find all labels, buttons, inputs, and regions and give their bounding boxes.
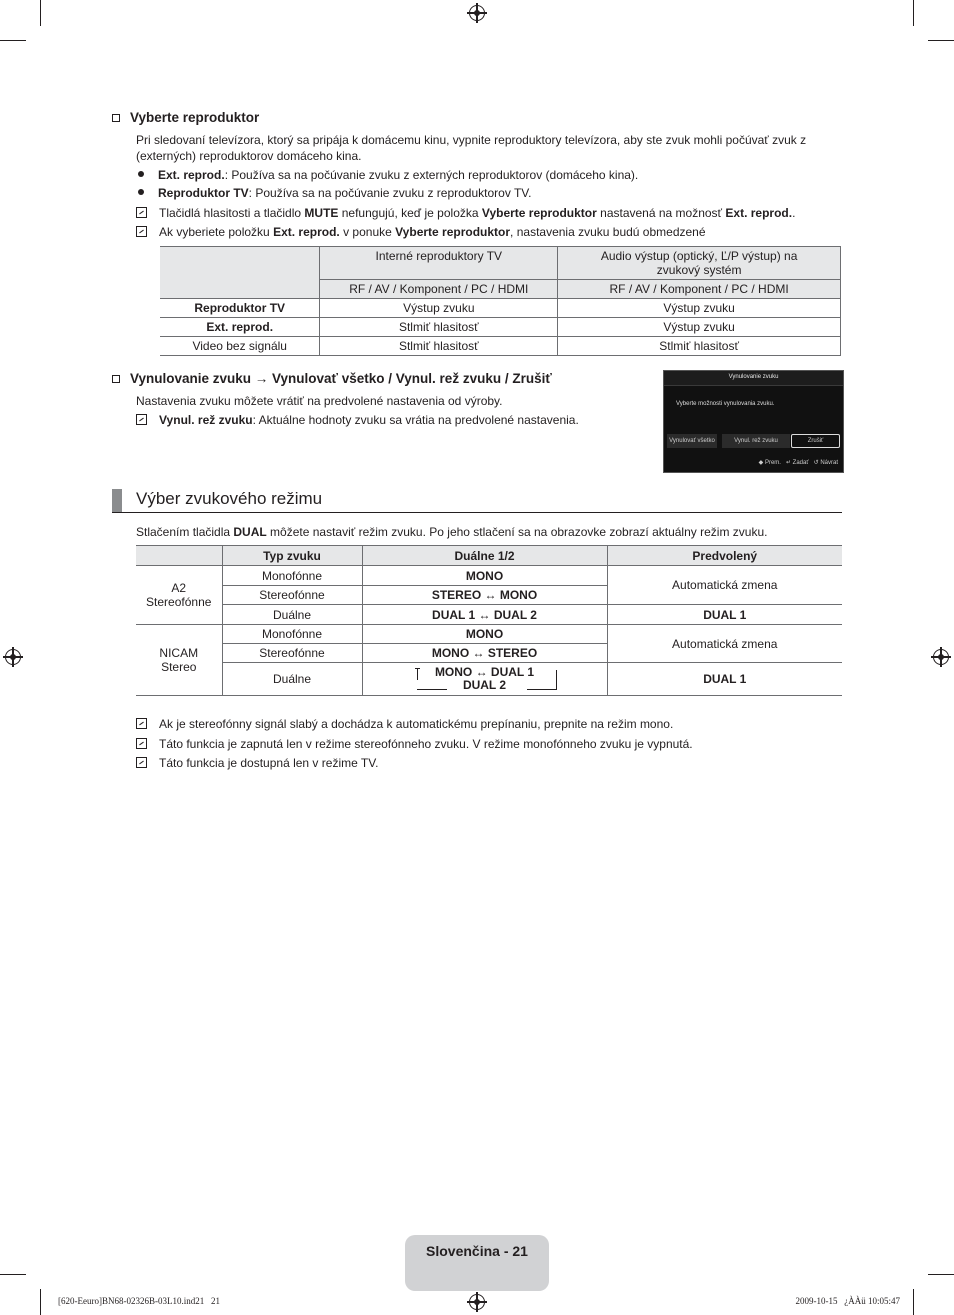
sound-mode-table (136, 545, 842, 696)
table-cell: Stlmiť hlasitosť (320, 318, 558, 337)
mode-intro: Stlačením tlačidla DUAL môžete nastaviť režim zvuku. Po jeho stlačení sa na obrazovke zobrazí aktuálny režim zvuku. (136, 525, 768, 539)
table-cell: MONO ↔ STEREO (362, 644, 607, 663)
reset-sound-mode-button[interactable]: Vynul. rež zvuku (722, 434, 790, 448)
table-cell: A2 Stereofónne (136, 566, 222, 625)
osd-message: Vyberte možnosti vynulovania zvuku. (676, 401, 775, 407)
crop-mark (40, 0, 41, 26)
table-cell: Ext. reprod. (160, 318, 320, 337)
crop-mark (0, 1274, 26, 1275)
table-cell: Audio výstup (optický, Ľ/P výstup) na zvukový systém (558, 247, 841, 280)
speaker-heading: Vyberte reproduktor (112, 110, 259, 125)
reset-heading: Vynulovanie zvuku → Vynulovať všetko / Vynul. rež zvuku / Zrušiť (112, 371, 552, 386)
table-cell: Monofónne (222, 566, 362, 586)
cycle-bracket-icon (417, 668, 557, 690)
table-row (160, 337, 841, 356)
table-cell: Video bez signálu (160, 337, 320, 356)
table-row (136, 566, 842, 586)
registration-mark-icon (469, 5, 485, 21)
crop-mark (913, 1289, 914, 1315)
print-slug-right: 2009-10-15 ¿ÀÀü 10:05:47 (795, 1296, 900, 1306)
section-title: Výber zvukového režimu (136, 489, 323, 508)
table-cell (136, 546, 222, 566)
osd-footer (759, 459, 838, 466)
registration-mark-icon (933, 649, 949, 665)
osd-title: Vynulovanie zvuku (664, 371, 843, 386)
mode-note: Táto funkcia je dostupná len v režime TV. (136, 755, 378, 771)
return-hint: ↺ Návrat (813, 460, 838, 466)
mode-note: Ak je stereofónny signál slabý a dochádza k automatickému prepínaniu, prepnite na režim mono. (136, 716, 673, 732)
crop-mark (913, 0, 914, 26)
speaker-table (160, 246, 841, 356)
page-number-tab (405, 1235, 549, 1291)
table-cell: Interné reproduktory TV (320, 247, 558, 280)
table-cell: Duálne (222, 663, 362, 696)
table-row (160, 299, 841, 318)
bullet-icon (138, 189, 144, 195)
print-slug-left: [620-Eeuro]BN68-02326B-03L10.ind21 21 (58, 1296, 220, 1306)
registration-mark-icon (469, 1294, 485, 1310)
table-cell: Predvolený (607, 546, 842, 566)
table-cell: RF / AV / Komponent / PC / HDMI (558, 280, 841, 299)
note-icon (136, 757, 147, 768)
table-cell: Duálne 1/2 (362, 546, 607, 566)
speaker-intro: Pri sledovaní televízora, ktorý sa pripája k domácemu kinu, vypnite reproduktory televízora, aby ste zvuk mohli počúvať zvuk z (externých) reproduktorov domáceho kina. (136, 133, 807, 163)
speaker-note: Tlačidlá hlasitosti a tlačidlo MUTE nefungujú, keď je položka Vyberte reproduktor nastavená na možnosť Ext. reprod.. (136, 205, 795, 221)
table-cell: STEREO ↔ MONO (362, 586, 607, 605)
table-cell: Stlmiť hlasitosť (558, 337, 841, 356)
table-cell: Typ zvuku (222, 546, 362, 566)
crop-mark (0, 40, 26, 41)
table-cell: MONO (362, 625, 607, 644)
table-cell: Automatická zmena (607, 566, 842, 605)
reset-note: Vynul. rež zvuku: Aktuálne hodnoty zvuku sa vrátia na predvolené nastavenia. (136, 412, 579, 428)
table-row (160, 247, 841, 280)
checkbox-square-icon (112, 375, 120, 383)
bullet-icon (138, 171, 144, 177)
note-icon (136, 226, 147, 237)
mode-note: Táto funkcia je zapnutá len v režime stereofónneho zvuku. V režime monofónneho zvuku je vypnutá. (136, 736, 693, 752)
speaker-bullet: Reproduktor TV: Používa sa na počúvanie zvuku z reproduktorov TV. (138, 185, 532, 201)
move-hint: ◆ Prem. (758, 460, 781, 466)
cancel-button[interactable]: Zrušiť (791, 434, 840, 448)
table-cell: Stlmiť hlasitosť (320, 337, 558, 356)
registration-mark-icon (5, 649, 21, 665)
crop-mark (928, 1274, 954, 1275)
sound-reset-osd (663, 370, 844, 473)
table-cell: Monofónne (222, 625, 362, 644)
table-cell: Duálne (222, 605, 362, 625)
page-number: Slovenčina - 21 (426, 1243, 528, 1259)
table-cell: NICAM Stereo (136, 625, 222, 696)
note-icon (136, 738, 147, 749)
table-cell: Výstup zvuku (558, 299, 841, 318)
table-row (160, 318, 841, 337)
speaker-note: Ak vyberiete položku Ext. reprod. v ponuke Vyberte reproduktor, nastavenia zvuku budú obmedzené (136, 224, 706, 240)
table-cell: DUAL 1 (607, 663, 842, 696)
table-row (136, 625, 842, 644)
reset-all-button[interactable]: Vynulovať všetko (667, 434, 717, 448)
section-divider (112, 512, 842, 513)
table-row (136, 663, 842, 696)
enter-hint: ↵ Zadať (785, 460, 809, 466)
section-bar-icon (112, 489, 122, 512)
table-cell: Výstup zvuku (320, 299, 558, 318)
table-cell: RF / AV / Komponent / PC / HDMI (320, 280, 558, 299)
note-icon (136, 718, 147, 729)
table-cell: Stereofónne (222, 586, 362, 605)
table-cell: DUAL 1 ↔ DUAL 2 (362, 605, 607, 625)
table-cell: MONO (362, 566, 607, 586)
table-cell: Reproduktor TV (160, 299, 320, 318)
table-cell: DUAL 1 (607, 605, 842, 625)
speaker-bullet: Ext. reprod.: Používa sa na počúvanie zvuku z externých reproduktorov (domáceho kina). (138, 167, 638, 183)
table-cell: Stereofónne (222, 644, 362, 663)
table-cell: Automatická zmena (607, 625, 842, 663)
table-cell (160, 247, 320, 299)
checkbox-square-icon (112, 114, 120, 122)
table-cell: MONO ↔ DUAL 1 DUAL 2 (362, 663, 607, 696)
crop-mark (40, 1289, 41, 1315)
note-icon (136, 207, 147, 218)
reset-text: Nastavenia zvuku môžete vrátiť na predvolené nastavenia od výroby. (136, 394, 503, 408)
table-row (136, 605, 842, 625)
table-cell: Výstup zvuku (558, 318, 841, 337)
table-row (136, 546, 842, 566)
note-icon (136, 414, 147, 425)
crop-mark (928, 40, 954, 41)
